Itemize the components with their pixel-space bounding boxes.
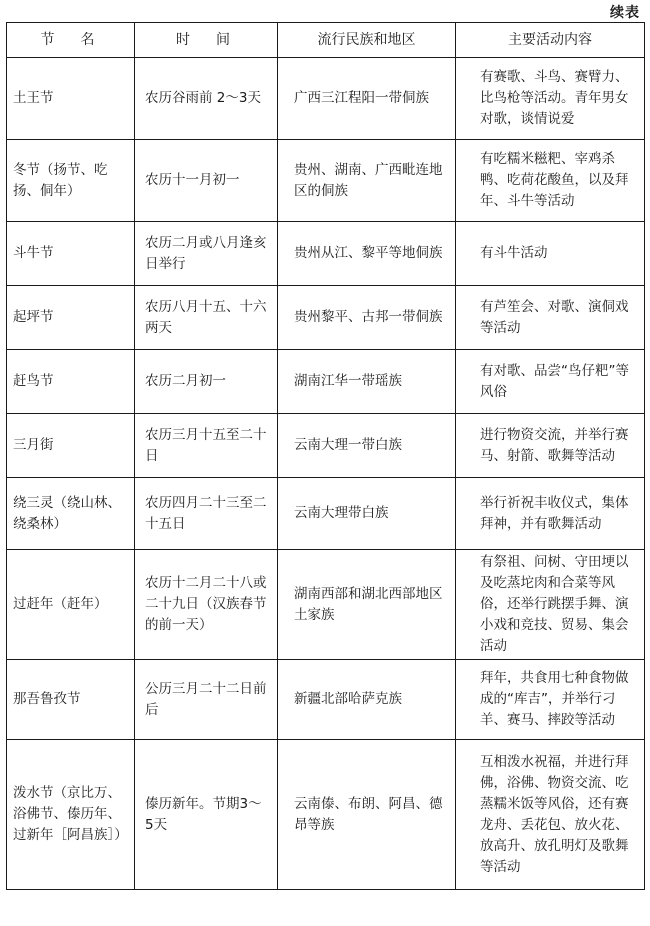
festival-name: 土王节 — [7, 58, 135, 140]
festival-name: 那吾鲁孜节 — [7, 660, 135, 740]
festival-name: 过赶年（赶年） — [7, 550, 135, 660]
table-row — [7, 660, 645, 740]
festival-activities: 有芦笙会、对歌、演侗戏等活动 — [456, 286, 645, 350]
header-name: 节 名 — [7, 23, 135, 58]
table-row — [7, 350, 645, 414]
festival-name: 冬节（扬节、吃扬、侗年） — [7, 140, 135, 222]
festival-time: 傣历新年。节期3～5天 — [135, 740, 278, 890]
festival-time: 农历三月十五至二十日 — [135, 414, 278, 478]
festival-region: 贵州黎平、古邦一带侗族 — [278, 286, 456, 350]
festival-activities: 进行物资交流，并举行赛马、射箭、歌舞等活动 — [456, 414, 645, 478]
festival-activities: 有赛歌、斗鸟、赛臂力、比鸟枪等活动。青年男女对歌，谈情说爱 — [456, 58, 645, 140]
festival-time: 农历十二月二十八或二十九日（汉族春节的前一天） — [135, 550, 278, 660]
festival-region: 贵州从江、黎平等地侗族 — [278, 222, 456, 286]
table-row — [7, 550, 645, 660]
festival-time: 农历八月十五、十六两天 — [135, 286, 278, 350]
festival-region: 湖南江华一带瑶族 — [278, 350, 456, 414]
festival-name: 斗牛节 — [7, 222, 135, 286]
festival-name: 绕三灵（绕山林、绕桑林） — [7, 478, 135, 550]
table-row — [7, 140, 645, 222]
festival-time: 农历四月二十三至二十五日 — [135, 478, 278, 550]
festival-time: 农历二月或八月逢亥日举行 — [135, 222, 278, 286]
festival-region: 湖南西部和湖北西部地区土家族 — [278, 550, 456, 660]
table-header-row — [7, 23, 645, 58]
header-activities: 主要活动内容 — [456, 23, 645, 58]
table-continued-caption: 续表 — [610, 5, 640, 21]
festival-region: 云南大理一带白族 — [278, 414, 456, 478]
festival-region: 新疆北部哈萨克族 — [278, 660, 456, 740]
festival-name: 起坪节 — [7, 286, 135, 350]
table-row — [7, 286, 645, 350]
festival-time: 农历二月初一 — [135, 350, 278, 414]
festival-region: 云南傣、布朗、阿昌、德昂等族 — [278, 740, 456, 890]
festival-time: 农历十一月初一 — [135, 140, 278, 222]
festival-activities: 拜年，共食用七种食物做成的“库吉”，并举行刁羊、赛马、摔跤等活动 — [456, 660, 645, 740]
festival-name: 赶鸟节 — [7, 350, 135, 414]
festival-time: 农历谷雨前 2～3天 — [135, 58, 278, 140]
festival-region: 云南大理带白族 — [278, 478, 456, 550]
table-row — [7, 58, 645, 140]
festival-activities: 互相泼水祝福，并进行拜佛，浴佛、物资交流、吃蒸糯米饭等风俗，还有赛龙舟、丢花包、放火花、放高升、放孔明灯及歌舞等活动 — [456, 740, 645, 890]
festival-table — [6, 22, 645, 890]
festival-activities: 有斗牛活动 — [456, 222, 645, 286]
header-time: 时 间 — [135, 23, 278, 58]
festival-name: 三月街 — [7, 414, 135, 478]
table-row — [7, 478, 645, 550]
festival-time: 公历三月二十二日前后 — [135, 660, 278, 740]
festival-region: 贵州、湖南、广西毗连地区的侗族 — [278, 140, 456, 222]
table-row — [7, 222, 645, 286]
table-row — [7, 740, 645, 890]
festival-activities: 举行祈祝丰收仪式，集体拜神，并有歌舞活动 — [456, 478, 645, 550]
festival-region: 广西三江程阳一带侗族 — [278, 58, 456, 140]
festival-activities: 有对歌、品尝“鸟仔粑”等风俗 — [456, 350, 645, 414]
festival-name: 泼水节（京比万、浴佛节、傣历年、过新年［阿昌族］） — [7, 740, 135, 890]
festival-activities: 有吃糯米糍粑、宰鸡杀鸭、吃荷花酸鱼，以及拜年、斗牛等活动 — [456, 140, 645, 222]
festival-activities: 有祭祖、问树、守田埂以及吃蒸坨肉和合菜等风俗，还举行跳摆手舞、演小戏和竞技、贸易、集会活动 — [456, 550, 645, 660]
table-row — [7, 414, 645, 478]
header-region: 流行民族和地区 — [278, 23, 456, 58]
